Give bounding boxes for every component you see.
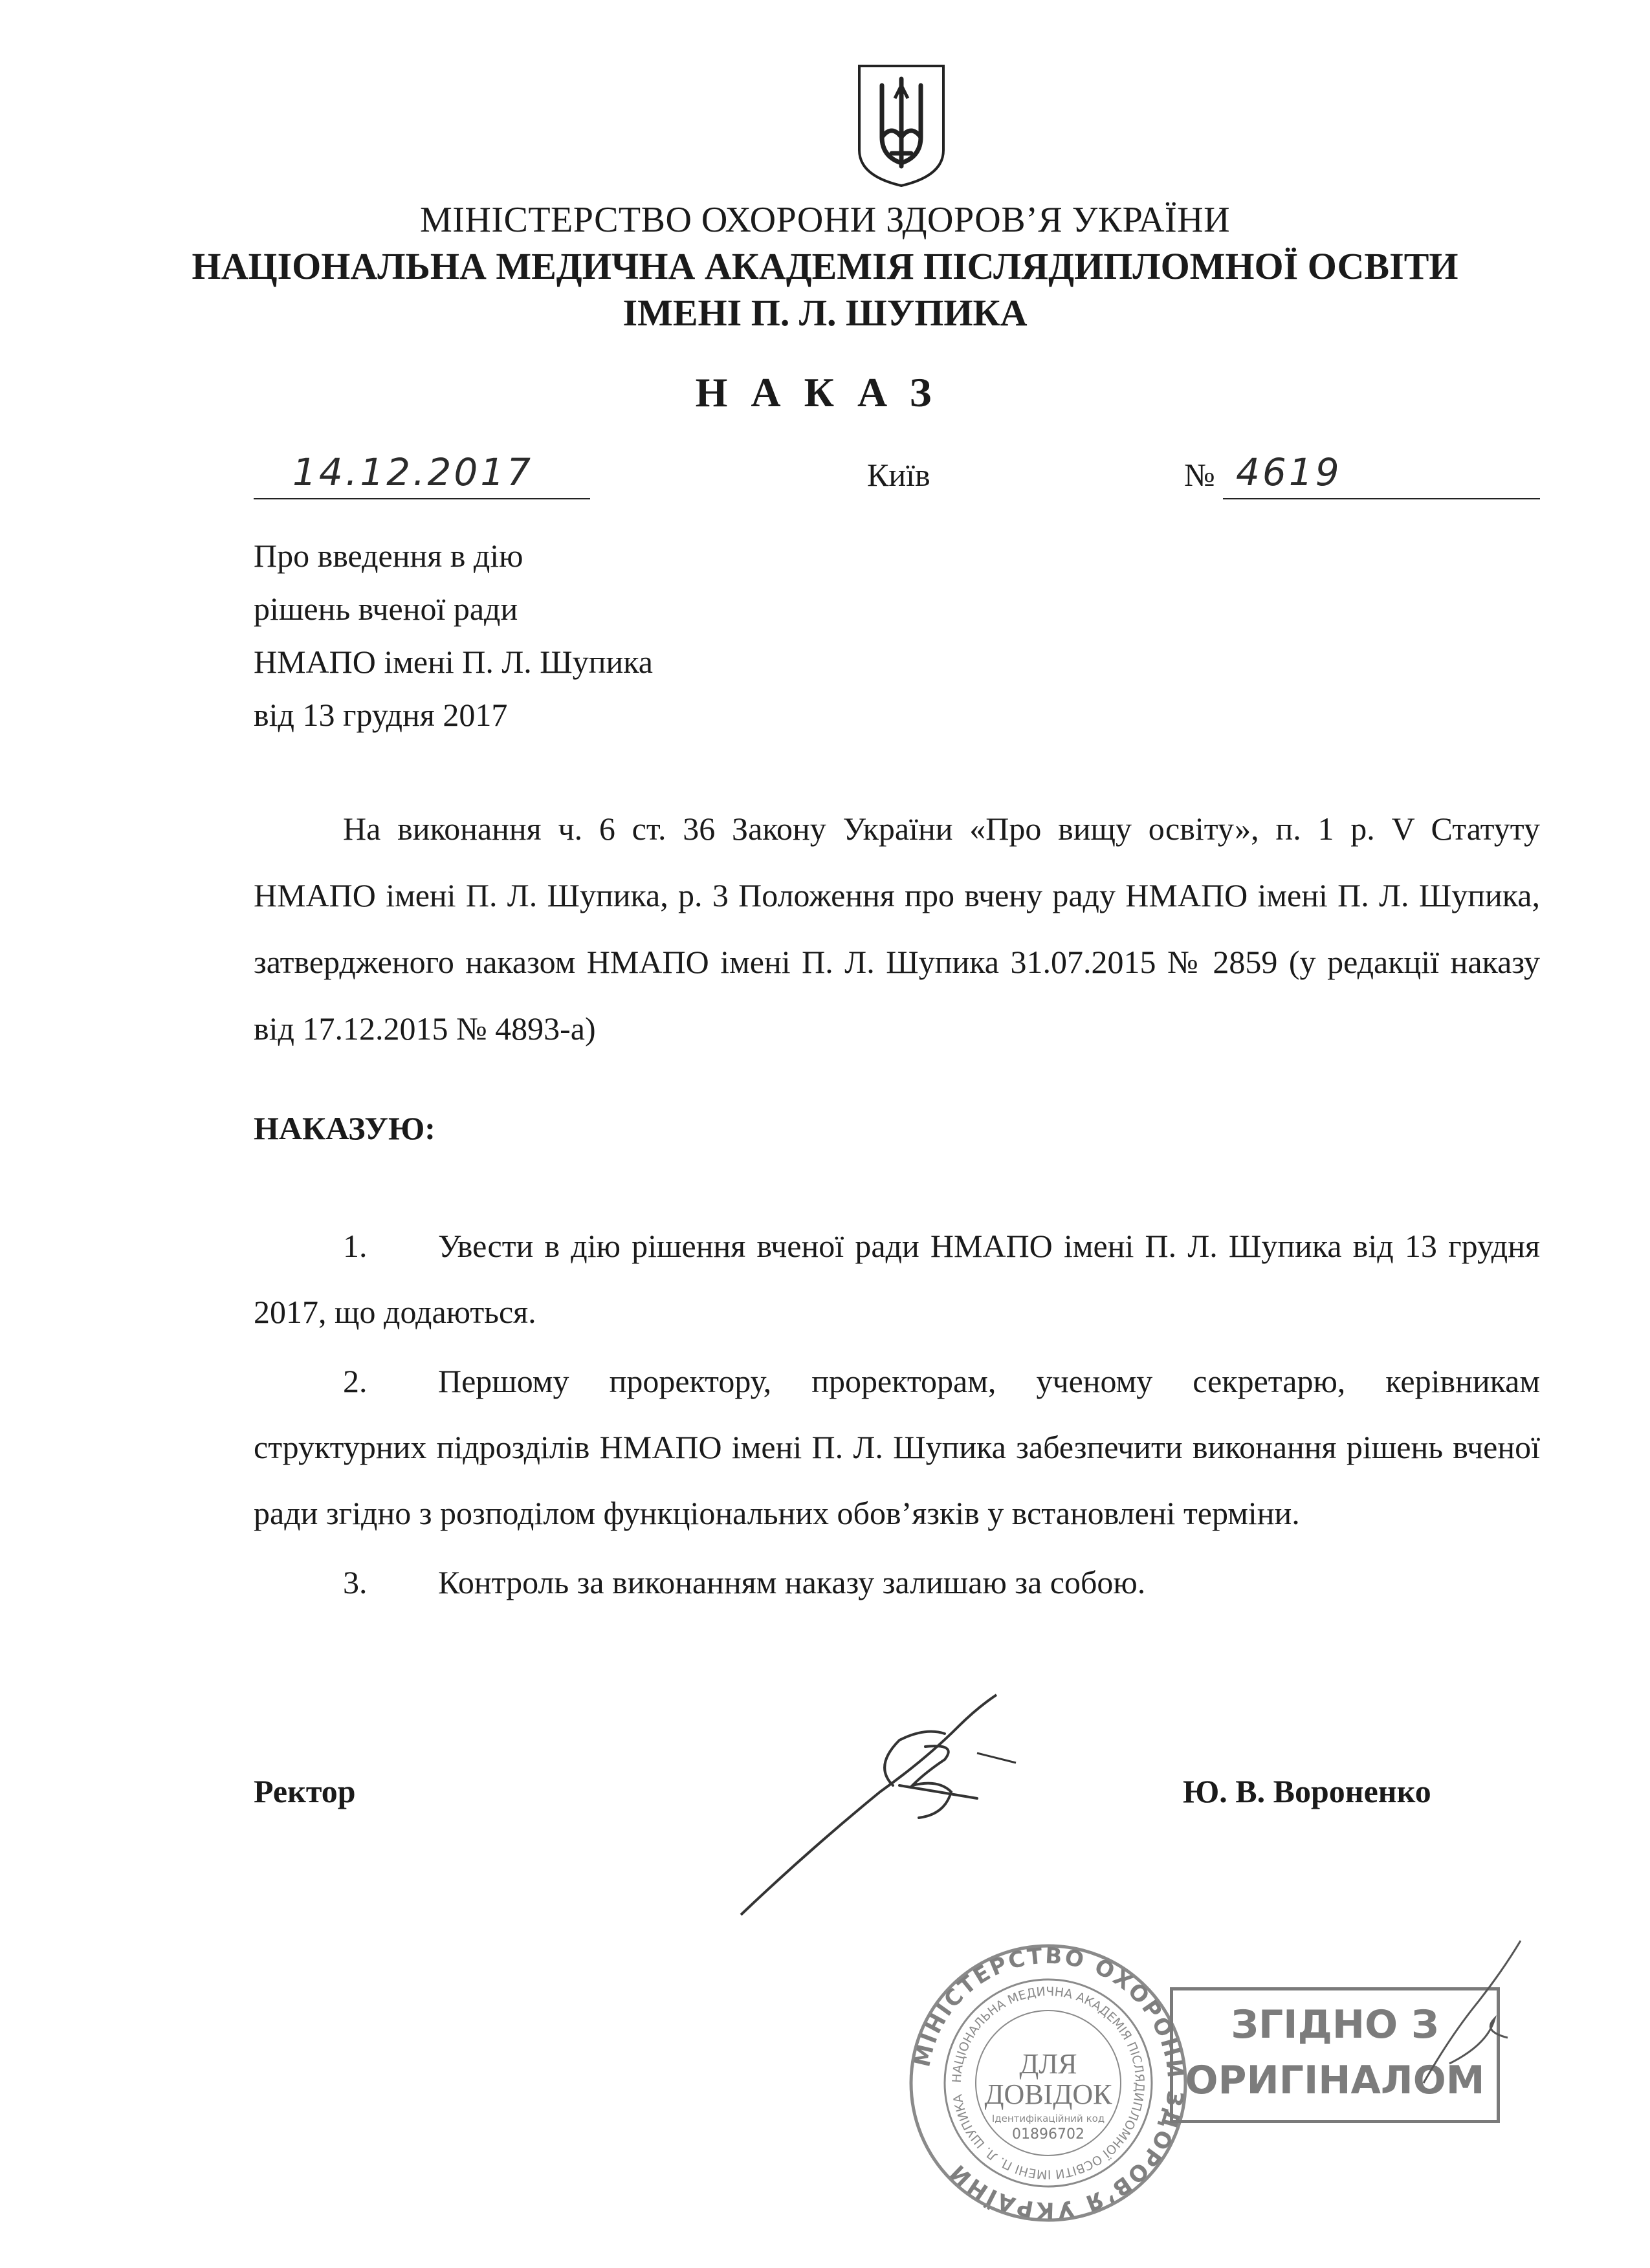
- subject-line: від 13 грудня 2017: [254, 697, 508, 733]
- item-text: Увести в дію рішення вченої ради НМАПО імені П. Л. Шупика від 13 грудня 2017, що додаються.: [254, 1228, 1540, 1330]
- order-item: [254, 1213, 1540, 1345]
- order-number: 4619: [1236, 450, 1342, 494]
- subject-line: НМАПО імені П. Л. Шупика: [254, 644, 653, 680]
- order-items-list: [254, 1213, 1540, 1615]
- number-field: [1223, 446, 1540, 499]
- seal-id-code: 01896702: [1012, 2126, 1084, 2143]
- ministry-name: МІНІСТЕРСТВО ОХОРОНИ ЗДОРОВ’Я УКРАЇНИ: [419, 200, 1231, 240]
- order-item: [254, 1348, 1540, 1546]
- document-title: НАКАЗ: [695, 369, 955, 415]
- seal-inner-text: НАЦІОНАЛЬНА МЕДИЧНА АКАДЕМІЯ ПІСЛЯДИПЛОМНОЇ ОСВІТИ ІМЕНІ П. Л. ШУПИКА: [949, 1984, 1147, 2182]
- academy-name-line2: ІМЕНІ П. Л. ШУПИКА: [622, 292, 1028, 334]
- city: Київ: [867, 457, 930, 493]
- trident-emblem-icon: [853, 60, 950, 189]
- stamp-line2: ОРИГІНАЛОМ: [1185, 2058, 1485, 2103]
- order-subject: [254, 529, 653, 741]
- seal-center-line1: ДЛЯ: [1019, 2048, 1077, 2080]
- seal-center-line2: ДОВІДОК: [984, 2078, 1112, 2110]
- certification-signature: [1411, 1934, 1540, 2089]
- official-seal: [906, 1941, 1191, 2225]
- academy-name: НАЦІОНАЛЬНА МЕДИЧНА АКАДЕМІЯ ПІСЛЯДИПЛОМНОЇ ОСВІТИ: [192, 245, 1458, 287]
- subject-line: Про введення в дію: [254, 538, 523, 574]
- order-date: 14.12.2017: [292, 450, 534, 494]
- item-text: Контроль за виконанням наказу залишаю за собою.: [438, 1564, 1146, 1600]
- item-text: Першому проректору, проректорам, ученому секретарю, керівникам структурних підрозділів НМАПО імені П. Л. Шупика забезпечити виконання рішень вченої ради згідно з розподілом функціональних обов’язків у встановлені терміни.: [254, 1363, 1540, 1531]
- signatory-position: Ректор: [254, 1773, 356, 1809]
- number-label: №: [1184, 457, 1215, 493]
- preamble-paragraph: На виконання ч. 6 ст. 36 Закону України «Про вищу освіту», п. 1 р. V Статуту НМАПО імені П. Л. Шупика, р. 3 Положення про вчену раду НМАПО імені П. Л. Шупика, затвердженого наказом НМАПО імені П. Л. Шупика 31.07.2015 № 2859 (у редакції наказу від 17.12.2015 № 4893-а): [254, 811, 1540, 1047]
- order-item: [254, 1549, 1540, 1615]
- seal-id-label: Ідентифікаційний код: [991, 2113, 1105, 2124]
- item-number: 2.: [343, 1363, 368, 1399]
- stamp-line1: ЗГІДНО З: [1231, 2002, 1439, 2047]
- subject-line: рішень вченої ради: [254, 591, 518, 627]
- date-field: [254, 446, 590, 499]
- signatory-name: Ю. В. Вороненко: [1183, 1773, 1431, 1809]
- item-number: 1.: [343, 1228, 368, 1264]
- item-number: 3.: [343, 1564, 368, 1600]
- seal-outer-text: МІНІСТЕРСТВО ОХОРОНИ ЗДОРОВ’Я УКРАЇНИ: [909, 1943, 1189, 2223]
- handwritten-signature: [731, 1688, 1055, 1928]
- order-word: НАКАЗУЮ:: [254, 1110, 435, 1146]
